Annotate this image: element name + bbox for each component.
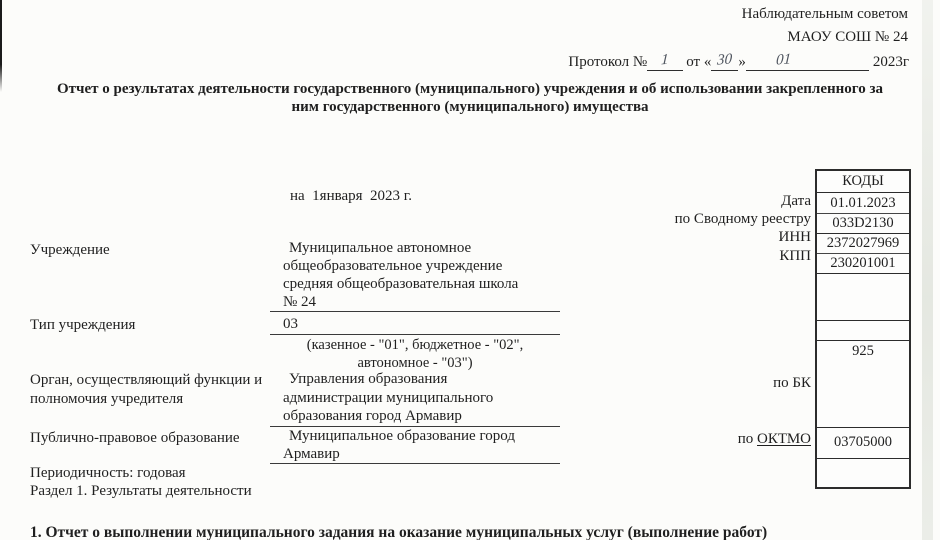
label-oktmo-prefix: по (737, 431, 758, 447)
protocol-month-blank (746, 53, 869, 71)
codes-inn-cell: 2372027969 (817, 234, 909, 254)
codes-kpp-cell: 230201001 (817, 254, 909, 274)
codes-empty-cell-2 (817, 321, 909, 341)
institution-line: Муниципальное автономное (289, 240, 472, 256)
field-value-type: 03 (270, 315, 560, 335)
field-label-founder (30, 371, 262, 408)
type-hint-line: (казенное - "01", бюджетное - "02", (306, 337, 524, 353)
field-label-public-entity: Публично-правовое образование (30, 430, 240, 446)
codes-empty-cell-3 (817, 459, 909, 487)
codes-empty-cell-1 (817, 274, 909, 321)
codes-registry-cell: 033D2130 (817, 214, 909, 234)
document-title-line1: Отчет о результатах деятельности государственного (муниципального) учреждения и об использовании закрепленного за (57, 81, 883, 97)
field-value-public-entity (270, 427, 560, 464)
protocol-line (568, 53, 909, 71)
codes-header-cell: КОДЫ (817, 171, 909, 193)
approval-council-line: Наблюдательным советом (741, 6, 908, 22)
institution-line: общеобразовательное учреждение (283, 258, 503, 274)
public-entity-line: Муниципальное образование город (289, 428, 515, 444)
protocol-year: 2023г (872, 54, 909, 70)
founder-line: администрации муниципального (283, 389, 494, 406)
label-oktmo-word: ОКТМО (757, 431, 811, 447)
label-registry: по Сводному реестру (674, 211, 811, 227)
field-value-institution (270, 239, 560, 312)
scan-edge-artifact-left (0, 0, 2, 92)
scan-edge-artifact-right (922, 0, 933, 540)
type-hint-line: автономное - "03") (357, 354, 473, 371)
periodicity-line: Периодичность: годовая (30, 465, 186, 481)
institution-line: № 24 (283, 294, 317, 310)
founder-line: Управления образования (289, 371, 448, 387)
document-title (35, 81, 905, 116)
protocol-month-handwritten: 01 (775, 51, 792, 69)
founder-label-line: Орган, осуществляющий функции и (30, 372, 263, 388)
document-title-line2: ним государственного (муниципального) имущества (291, 98, 649, 115)
protocol-from-word: от « (686, 54, 712, 70)
institution-line: средняя общеобразовательная школа (283, 276, 519, 292)
protocol-prefix: Протокол № (568, 54, 648, 70)
field-label-institution: Учреждение (30, 242, 110, 258)
field-value-founder (270, 370, 560, 427)
type-hint (270, 337, 560, 372)
protocol-number-blank (647, 53, 683, 71)
section1-heading: Раздел 1. Результаты деятельности (30, 483, 252, 499)
approval-org-line: МАОУ СОШ № 24 (787, 29, 908, 45)
protocol-quote-close: » (738, 54, 746, 70)
label-bk: по БК (773, 375, 811, 391)
field-label-type: Тип учреждения (30, 317, 136, 333)
report-item-1-heading: 1. Отчет о выполнении муниципального задания на оказание муниципальных услуг (выполнение работ) (30, 524, 768, 540)
label-date: Дата (781, 193, 811, 209)
founder-line: образования город Армавир (283, 408, 462, 424)
public-entity-line: Армавир (283, 446, 340, 462)
as-of-date: на 1января 2023 г. (290, 188, 413, 204)
protocol-number-handwritten: 1 (661, 51, 670, 69)
label-inn: ИНН (778, 229, 811, 245)
codes-oktmo-cell: 03705000 (817, 428, 909, 459)
codes-table (815, 169, 911, 489)
label-kpp: КПП (779, 248, 811, 264)
codes-date-cell: 01.01.2023 (817, 193, 909, 214)
founder-label-line: полномочия учредителя (30, 390, 184, 407)
label-oktmo (738, 431, 811, 448)
protocol-day-blank (711, 53, 738, 71)
protocol-day-handwritten: 30 (716, 51, 733, 69)
codes-bk-cell: 925 (817, 341, 909, 428)
